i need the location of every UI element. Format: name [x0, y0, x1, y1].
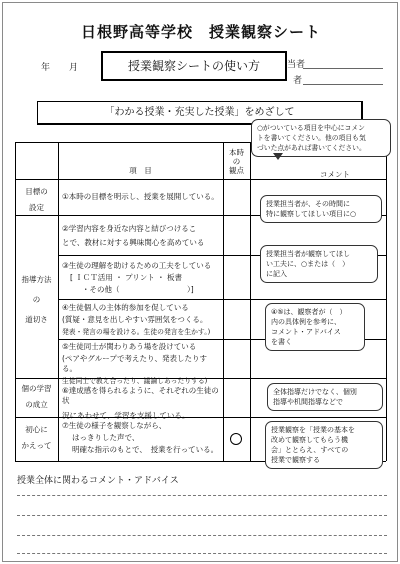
- table-header-border: [15, 179, 386, 180]
- observer-line[interactable]: [303, 84, 383, 85]
- teacher-label: 当者: [287, 60, 306, 70]
- callout-method-tips: 授業担当者が観察してほし い工夫に、○または（ ） に記入: [260, 245, 378, 283]
- table-col-divider: [250, 142, 251, 461]
- item-row-4: ④生徒個人の主体的参加を促している (質疑・意見を出しやすい雰囲気をつくる。 発表・発言の場を設ける。生徒の発言を生かす。): [62, 303, 211, 336]
- table-row-border: [58, 299, 386, 300]
- year-label: 年: [41, 63, 51, 73]
- overall-comment-label: 授業全体に関わるコメント・アドバイス: [17, 476, 179, 486]
- observer-label: 者: [293, 76, 303, 86]
- item-row-6: ⑥達成感を得られるように、それぞれの生徒の状 況にあわせて、学習を支援している。: [62, 386, 219, 420]
- item-column-header: 項 目: [129, 166, 152, 175]
- table-col-divider: [58, 142, 59, 461]
- teacher-line[interactable]: [303, 68, 383, 69]
- view-column-header: 本時 の 観点: [229, 148, 244, 175]
- comment-line[interactable]: [17, 495, 387, 496]
- comment-column-header: コメント: [320, 170, 350, 179]
- callout-individual-guidance: 全体指導だけでなく、個別 指導や机間指導などで: [267, 383, 383, 411]
- callout-view-point: 授業担当者が、その時間に 特に観察してほしい項目に○: [260, 195, 382, 223]
- guide-title-box: 授業観察シートの使い方: [101, 51, 287, 81]
- motto-box: 「わかる授業・充実した授業」をめざして: [37, 101, 363, 125]
- callout-observer-reference: ④⑤は、観察者が（ ） 内の具体例を参考に、 コメント・アドバイス を書く: [265, 303, 365, 351]
- item-row-3: ③生徒の理解を助けるための工夫をしている [ ＩＣＴ活用 ・ プリント ・ 板書 ・その他（ ）]: [62, 261, 212, 294]
- table-right-border: [386, 142, 387, 461]
- category-intro: 初心に かえって: [21, 425, 52, 450]
- comment-line[interactable]: [17, 535, 387, 536]
- item-row-2: ②学習内容を身近な内容と結びつけるこ とで、教材に対する興味関心を高めている: [62, 224, 205, 247]
- item-row-7: ⑦生徒の様子を観察しながら、 はっきりした声で、 明確な指示のもとで、 授業を行っている。: [62, 421, 219, 454]
- table-col-divider: [223, 142, 224, 461]
- comment-line[interactable]: [17, 515, 387, 516]
- item-row-5: ⑤生徒同士が関わりあう場を設けている (ペアやグループで考えたり、発表したりする。 生徒同士で教え合ったり、議論しあったりする): [62, 342, 208, 385]
- callout-tail: [273, 153, 283, 160]
- category-method: 指導方法 の 道切さ: [21, 275, 52, 324]
- callout-comment-guide: ○がついている項目を中心にコメン トを書いてください。他の項目も気 づいた点があれば書いてください。: [251, 119, 391, 157]
- comment-line[interactable]: [17, 553, 387, 554]
- view-circle-marker[interactable]: [230, 433, 242, 445]
- page-title: 日根野高等学校 授業観察シート: [80, 23, 321, 41]
- item-row-1: ①本時の目標を明示し、授業を展開している。: [62, 192, 219, 201]
- observation-sheet: [2, 2, 398, 562]
- category-goal: 目標の 設定: [25, 187, 48, 212]
- callout-basics: 授業観察を「授業の基本を 改めて観察してもらう機 会」ととらえ、すべての 授業で観察する: [265, 421, 383, 469]
- category-learning: 個の学習 の成立: [21, 384, 52, 409]
- month-label: 月: [69, 63, 79, 73]
